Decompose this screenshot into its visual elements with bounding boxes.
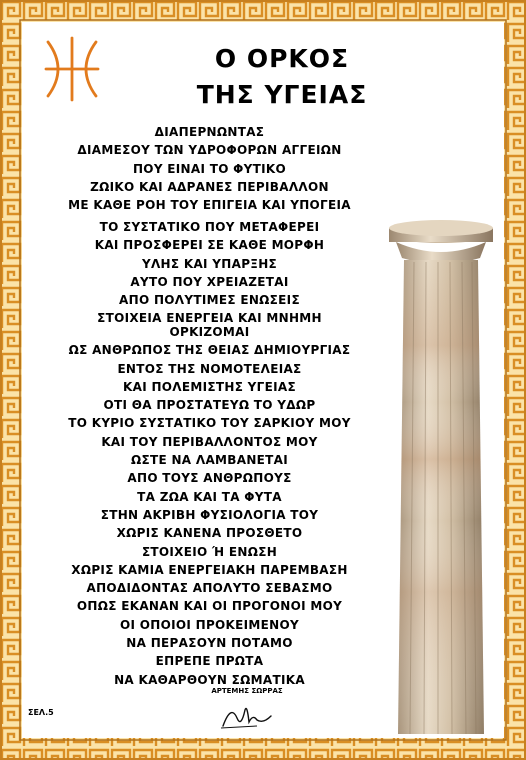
poem-line: ΩΣΤΕ ΝΑ ΛΑΜΒΑΝΕΤΑΙ [131, 453, 288, 468]
poem-line: ΧΩΡΙΣ ΚΑΜΙΑ ΕΝΕΡΓΕΙΑΚΗ ΠΑΡΕΜΒΑΣΗ [71, 562, 348, 577]
poem-line: ΑΠΟ ΤΟΥΣ ΑΝΘΡΩΠΟΥΣ [127, 471, 292, 486]
poem-line: ΚΑΙ ΠΡΟΣΦΕΡΕΙ ΣΕ ΚΑΘΕ ΜΟΡΦΗ [94, 238, 325, 253]
doric-column-image [386, 218, 496, 738]
poem-line: ΥΛΗΣ ΚΑΙ ΥΠΑΡΞΗΣ [141, 256, 278, 271]
poem-line: ΣΤΗΝ ΑΚΡΙΒΗ ΦΥΣΙΟΛΟΓΙΑ ΤΟΥ [100, 507, 319, 522]
poem-line: ΣΤΟΙΧΕΙΑ ΕΝΕΡΓΕΙΑ ΚΑΙ ΜΝΗΜΗ [97, 311, 322, 326]
poem-line: ΟΡΚΙΖΟΜΑΙ [169, 325, 250, 339]
poem-line: ΖΩΙΚΟ ΚΑΙ ΑΔΡΑΝΕΣ ΠΕΡΙΒΑΛΛΟΝ [90, 179, 329, 194]
poem-line: ΜΕ ΚΑΘΕ ΡΟΗ ΤΟΥ ΕΠΙΓΕΙΑ ΚΑΙ ΥΠΟΓΕΙΑ [68, 198, 351, 213]
poem-line: ΔΙΑΠΕΡΝΩΝΤΑΣ [154, 125, 265, 139]
poem-line: ΕΠΡΕΠΕ ΠΡΩΤΑ [155, 654, 264, 669]
signature-icon [217, 700, 277, 732]
poem-line: ΚΑΙ ΠΟΛΕΜΙΣΤΗΣ ΥΓΕΙΑΣ [123, 379, 296, 394]
sun-symbol-icon [42, 34, 102, 104]
stanza-2 [22, 218, 397, 328]
poem-line: ΠΟΥ ΕΙΝΑΙ ΤΟ ΦΥΤΙΚΟ [132, 161, 287, 176]
page-number: ΣΕΛ.5 [28, 708, 54, 717]
author-name: ΑΡΤΕΜΗΣ ΣΩΡΡΑΣ [211, 687, 283, 695]
page-title-line1: Ο ΟΡΚΟΣ [214, 44, 350, 73]
stanza-3 [22, 323, 397, 689]
poem-line: ΟΙ ΟΠΟΙΟΙ ΠΡΟΚΕΙΜΕΝΟΥ [120, 617, 299, 632]
poem-line: ΝΑ ΠΕΡΑΣΟΥΝ ΠΟΤΑΜΟ [126, 636, 293, 651]
poem-line: ΩΣ ΑΝΘΡΩΠΟΣ ΤΗΣ ΘΕΙΑΣ ΔΗΜΙΟΥΡΓΙΑΣ [68, 343, 351, 358]
content-area [22, 22, 504, 738]
poem-line: ΑΠΟ ΠΟΛΥΤΙΜΕΣ ΕΝΩΣΕΙΣ [119, 293, 300, 308]
poem-line: ΤΟ ΚΥΡΙΟ ΣΥΣΤΑΤΙΚΟ ΤΟΥ ΣΑΡΚΙΟΥ ΜΟΥ [68, 416, 351, 431]
poem-line: ΑΥΤΟ ΠΟΥ ΧΡΕΙΑΖΕΤΑΙ [130, 274, 289, 289]
poem-line: ΤΟ ΣΥΣΤΑΤΙΚΟ ΠΟΥ ΜΕΤΑΦΕΡΕΙ [99, 220, 320, 234]
poem-line: ΧΩΡΙΣ ΚΑΝΕΝΑ ΠΡΟΣΘΕΤΟ [116, 526, 303, 541]
page-title-line2: ΤΗΣ ΥΓΕΙΑΣ [196, 80, 368, 109]
poem-line: ΚΑΙ ΤΟΥ ΠΕΡΙΒΑΛΛΟΝΤΟΣ ΜΟΥ [101, 434, 318, 449]
stanza-1 [22, 123, 397, 214]
poem-line: ΔΙΑΜΕΣΟΥ ΤΩΝ ΥΔΡΟΦΟΡΩΝ ΑΓΓΕΙΩΝ [77, 143, 342, 158]
poem-line: ΤΑ ΖΩΑ ΚΑΙ ΤΑ ΦΥΤΑ [137, 489, 282, 504]
poem-line: ΟΠΩΣ ΕΚΑΝΑΝ ΚΑΙ ΟΙ ΠΡΟΓΟΝΟΙ ΜΟΥ [76, 599, 343, 614]
poem-line: ΟΤΙ ΘΑ ΠΡΟΣΤΑΤΕΥΩ ΤΟ ΥΔΩΡ [103, 398, 316, 413]
poem-line: ΑΠΟΔΙΔΟΝΤΑΣ ΑΠΟΛΥΤΟ ΣΕΒΑΣΜΟ [86, 581, 333, 596]
poem-line: ΣΤΟΙΧΕΙΟ Ή ΕΝΩΣΗ [141, 544, 278, 559]
poem-line: ΝΑ ΚΑΘΑΡΘΟΥΝ ΣΩΜΑΤΙΚΑ [114, 672, 305, 687]
poem-line: ΕΝΤΟΣ ΤΗΣ ΝΟΜΟΤΕΛΕΙΑΣ [117, 361, 302, 376]
